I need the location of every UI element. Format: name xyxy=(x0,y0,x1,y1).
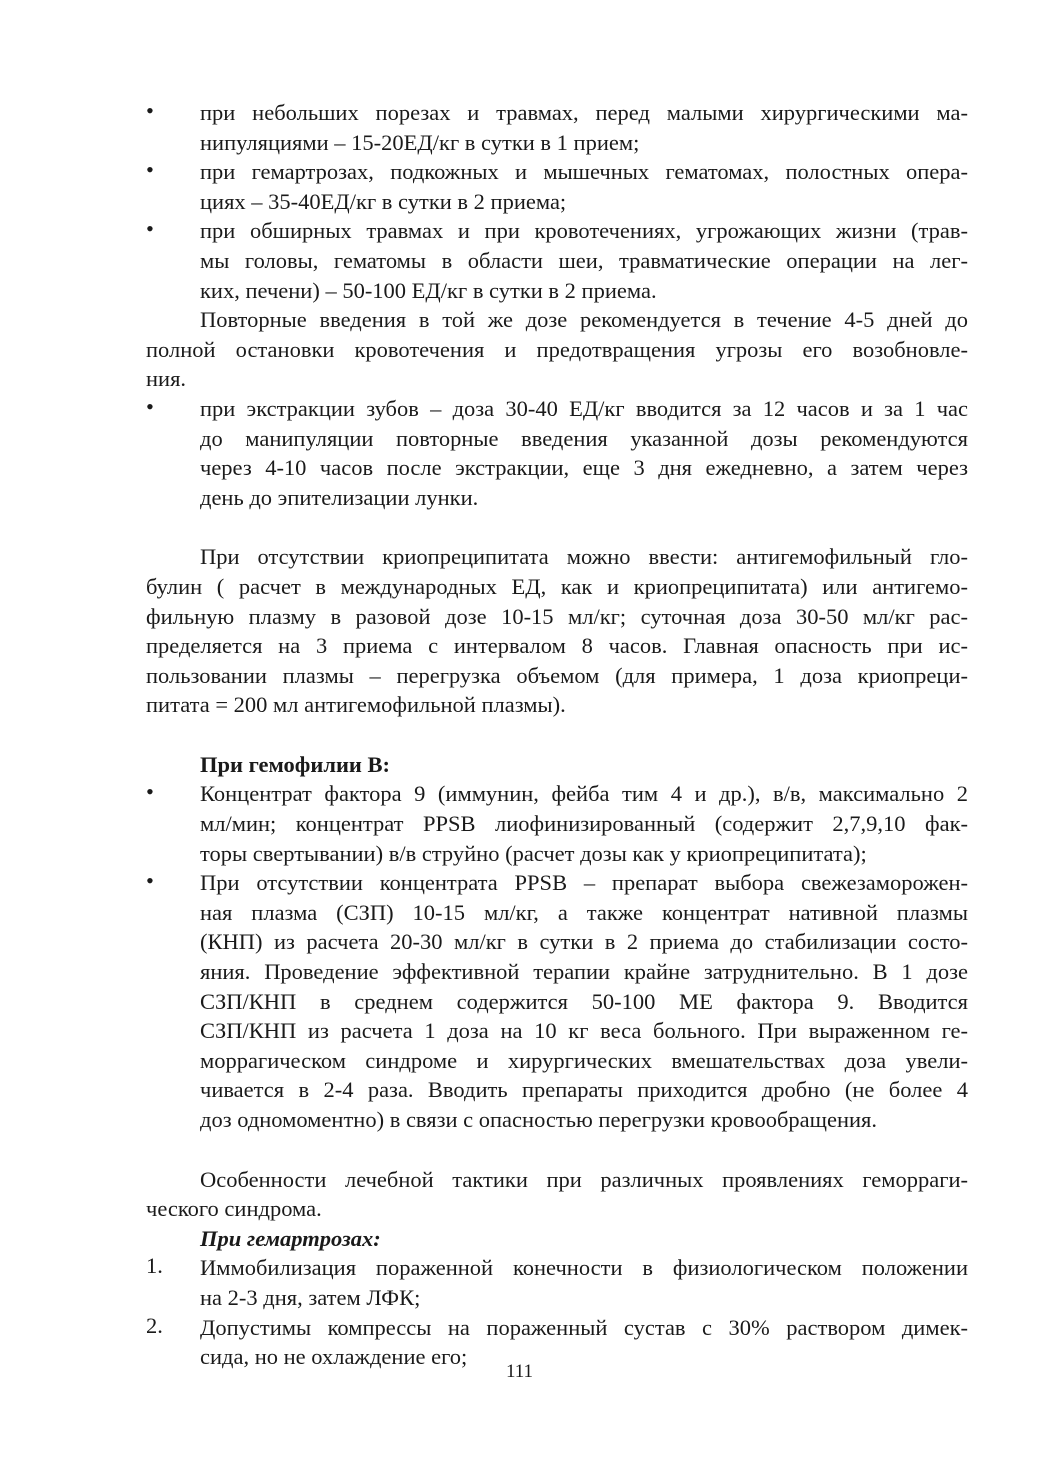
text-line: Иммобилизация пораженной конечности в физиологическом положении xyxy=(200,1255,968,1281)
bullet-item xyxy=(146,394,968,512)
text-line: булин ( расчет в международных ЕД, как и криопреципитата) или антигемо- xyxy=(146,573,968,599)
number-marker: 2. xyxy=(146,1312,163,1338)
text-line: Повторные введения в той же дозе рекомендуется в течение 4-5 дней до xyxy=(200,307,968,333)
text-line: до манипуляции повторные введения указанной дозы рекомендуются xyxy=(200,425,968,451)
bullet-item xyxy=(146,157,968,216)
text-line: (КНП) из расчета 20-30 мл/кг в сутки в 2 приема до стабилизации состо- xyxy=(200,929,968,955)
text-line: мл/мин; концентрат PPSB лиофинизированный (содержит 2,7,9,10 фак- xyxy=(200,811,968,837)
bullet-marker: • xyxy=(146,779,154,805)
paragraph-tactics xyxy=(146,1165,968,1224)
text-line: яния. Проведение эффективной терапии крайне затруднительно. В 1 дозе xyxy=(200,959,968,985)
bullet-marker: • xyxy=(146,393,154,419)
text-line: ния. xyxy=(146,366,187,392)
heading-hemophilia-b: При гемофилии В: xyxy=(200,751,390,777)
text-line: циях – 35-40ЕД/кг в сутки в 2 приема; xyxy=(200,188,567,214)
heading-hemarthrosis: При гемартрозах: xyxy=(200,1225,381,1251)
number-marker: 1. xyxy=(146,1253,163,1279)
text-line: доз одномоментно) в связи с опасностью перегрузки кровообращения. xyxy=(200,1107,878,1132)
paragraph-cryoprecipitate xyxy=(146,542,968,720)
text-line: пределяется на 3 приема с интервалом 8 часов. Главная опасность при ис- xyxy=(146,633,968,659)
bullet-marker: • xyxy=(146,868,154,894)
text-line: Допустимы компрессы на пораженный сустав с 30% раствором димек- xyxy=(200,1314,968,1340)
text-line: Концентрат фактора 9 (иммунин, фейба тим 4 и др.), в/в, максимально 2 xyxy=(200,781,968,807)
paragraph-repeat-doses xyxy=(146,305,968,394)
text-line: При отсутствии криопреципитата можно ввести: антигемофильный гло- xyxy=(200,544,968,570)
text-line: при обширных травмах и при кровотечениях, угрожающих жизни (трав- xyxy=(200,218,968,244)
page-number: 111 xyxy=(505,1361,534,1382)
document-page xyxy=(146,98,968,1372)
bullet-item xyxy=(146,98,968,157)
text-line: ких, печени) – 50-100 ЕД/кг в сутки в 2 приема. xyxy=(200,277,657,303)
text-line: на 2-3 дня, затем ЛФК; xyxy=(200,1284,421,1310)
bullet-marker: • xyxy=(146,98,154,123)
text-line: чивается в 2-4 раза. Вводить препараты приходится дробно (не более 4 xyxy=(200,1077,968,1103)
text-line: нипуляциями – 15-20ЕД/кг в сутки в 1 прием; xyxy=(200,129,640,155)
text-line: при небольших порезах и травмах, перед малыми хирургическими ма- xyxy=(200,100,968,125)
bullet-item xyxy=(146,216,968,305)
text-line: моррагическом синдроме и хирургических вмешательствах доза увели- xyxy=(200,1047,968,1073)
bullet-marker: • xyxy=(146,157,154,183)
text-line: СЗП/КНП из расчета 1 доза на 10 кг веса больного. При выраженном ге- xyxy=(200,1018,968,1044)
text-line: полной остановки кровотечения и предотвращения угрозы его возобновле- xyxy=(146,336,968,362)
bullet-item xyxy=(146,868,968,1134)
text-line: питата = 200 мл антигемофильной плазмы). xyxy=(146,692,566,718)
text-line: день до эпителизации лунки. xyxy=(200,484,479,510)
bullet-marker: • xyxy=(146,216,154,242)
text-line: при гемартрозах, подкожных и мышечных гематомах, полостных опера- xyxy=(200,159,968,185)
text-line: фильную плазму в разовой дозе 10-15 мл/кг; суточная доза 30-50 мл/кг рас- xyxy=(146,603,968,629)
text-line: ная плазма (СЗП) 10-15 мл/кг, а также концентрат нативной плазмы xyxy=(200,899,968,925)
text-line: При отсутствии концентрата PPSB – препарат выбора свежезаморожен- xyxy=(200,870,968,896)
text-line: ческого синдрома. xyxy=(146,1196,322,1222)
text-line: пользовании плазмы – перегрузка объемом (для примера, 1 доза криопреци- xyxy=(146,662,968,688)
text-line: СЗП/КНП в среднем содержится 50-100 МЕ фактора 9. Вводится xyxy=(200,988,968,1014)
bullet-item xyxy=(146,779,968,868)
text-line: мы головы, гематомы в области шеи, травматические операции на лег- xyxy=(200,247,968,273)
text-line: при экстракции зубов – доза 30-40 ЕД/кг вводится за 12 часов и за 1 час xyxy=(200,395,968,421)
text-line: торы свертывании) в/в струйно (расчет дозы как у криопреципитата); xyxy=(200,840,867,866)
text-line: через 4-10 часов после экстракции, еще 3 дня ежедневно, а затем через xyxy=(200,455,968,481)
numbered-item xyxy=(146,1253,968,1312)
text-line: Особенности лечебной тактики при различных проявлениях геморраги- xyxy=(200,1166,968,1192)
text-line: сида, но не охлаждение его; xyxy=(200,1344,468,1370)
